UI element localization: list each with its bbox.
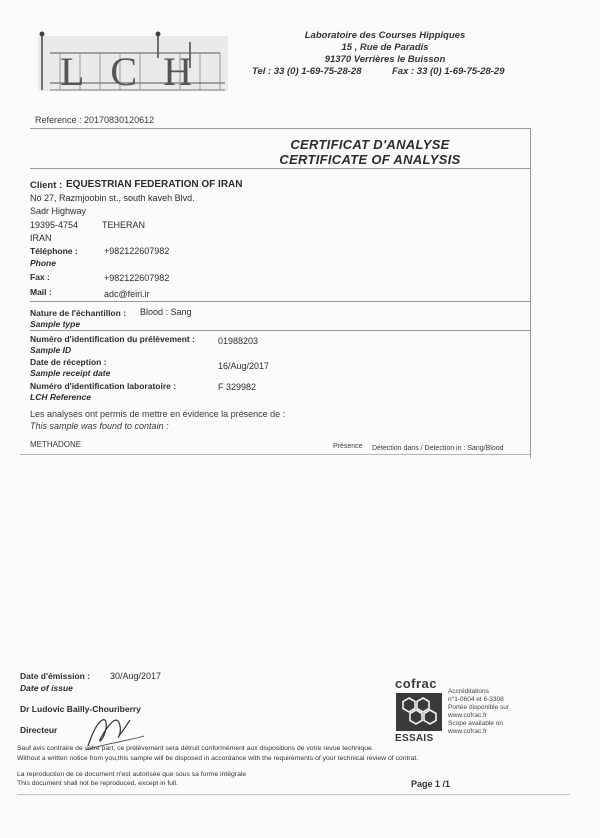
presence: Présence	[333, 443, 363, 450]
nature-value: Blood : Sang	[140, 307, 192, 317]
results-intro-en: This sample was found to contain :	[30, 421, 169, 431]
issue-date-label-en: Date of issue	[20, 683, 73, 693]
cofrac-logo	[395, 676, 443, 748]
phone-value: +982122607982	[104, 246, 170, 256]
receipt-date-label-en: Sample receipt date	[30, 368, 111, 378]
cofrac-line3: Portée disponible sur	[448, 704, 510, 711]
title-en: CERTIFICATE OF ANALYSIS	[279, 152, 461, 167]
issue-date-value: 30/Aug/2017	[110, 671, 162, 681]
cofrac-line5: Scope available on	[448, 720, 503, 727]
receipt-date-label-fr: Date de réception :	[30, 357, 107, 367]
cofrac-line6: www.cofrac.fr	[448, 728, 488, 735]
section-rule-right	[530, 128, 531, 458]
lab-tel: Tel : 33 (0) 1-69-75-28-28	[252, 66, 362, 77]
client-label: Client :	[30, 180, 63, 191]
phone-label-en: Phone	[30, 258, 56, 268]
reference: Reference : 20170830120612	[35, 115, 155, 125]
footer-line1: Sauf avis contraire de votre part, ce prélèvement sera détruit conformément aux dispositions de votre revue technique.	[17, 745, 374, 752]
lab-city: 91370 Verrières le Buisson	[324, 54, 446, 65]
lab-name: Laboratoire des Courses Hippiques	[304, 30, 466, 41]
lab-id-label-en: LCH Reference	[30, 392, 91, 402]
title-rule-bottom	[30, 168, 530, 169]
client-country: IRAN	[30, 233, 52, 243]
phone-label-fr: Téléphone :	[30, 246, 78, 256]
cofrac-line2: n°1-0604 et 6-3308	[448, 696, 504, 703]
title-fr: CERTIFICAT D'ANALYSE	[290, 137, 450, 152]
cofrac-essais: ESSAIS	[395, 733, 434, 744]
receipt-date-value: 16/Aug/2017	[218, 361, 270, 371]
sample-id-label-fr: Numéro d'identification du prélèvement :	[30, 334, 195, 344]
client-address2: Sadr Highway	[30, 206, 87, 216]
results-rule	[20, 454, 530, 455]
title-rule-top	[30, 128, 530, 129]
lch-logo	[30, 28, 230, 98]
fax-label: Fax :	[30, 272, 50, 282]
footer-line4: This document shall not be reproduced, except in full.	[17, 780, 178, 787]
nature-rule	[30, 330, 530, 331]
sample-id-label-en: Sample ID	[30, 345, 72, 355]
sample-type-label: Sample type	[30, 319, 81, 329]
client-city: TEHERAN	[102, 220, 146, 230]
role: Directeur	[20, 725, 58, 735]
footer-rule	[17, 794, 570, 795]
issue-date-label-fr: Date d'émission :	[20, 671, 91, 681]
fax-value: +982122607982	[104, 273, 170, 283]
cofrac-line4: www.cofrac.fr	[448, 712, 488, 719]
page-number: Page 1 /1	[411, 779, 451, 789]
nature-label: Nature de l'échantillon :	[30, 308, 127, 318]
title-box	[200, 137, 540, 167]
lab-fax: Fax : 33 (0) 1-69-75-28-29	[392, 66, 505, 77]
sample-id-value: 01988203	[218, 336, 259, 346]
mail-value: adc@feiri.ir	[104, 289, 150, 299]
results-intro-fr: Les analyses ont permis de mettre en évidence la présence de :	[30, 409, 286, 419]
signatory: Dr Ludovic Bailly-Chouriberry	[20, 704, 141, 714]
substance: METHADONE	[30, 440, 82, 449]
footer-line3: La reproduction de ce document n'est autorisée que sous sa forme intégrale	[17, 771, 247, 778]
detection: Détection dans / Detection in : Sang/Blood	[372, 445, 504, 452]
mail-label: Mail :	[30, 287, 52, 297]
cofrac-brand: cofrac	[395, 676, 438, 691]
footer-line2: Without a written notice from you,this sample will be disposed in accordance with the requirements of your technical review of contrat.	[17, 755, 419, 762]
client-name: EQUESTRIAN FEDERATION OF IRAN	[66, 179, 243, 190]
client-postcode: 19395-4754	[30, 220, 79, 230]
lab-id-label-fr: Numéro d'identification laboratoire :	[30, 381, 177, 391]
client-rule	[30, 301, 530, 302]
lab-id-value: F 329982	[218, 382, 257, 392]
cofrac-accreditation	[448, 688, 548, 736]
client-address1: No 27, Razmjoobin st., south kaveh Blvd.	[30, 193, 195, 203]
lab-street: 15 , Rue de Paradis	[341, 42, 429, 53]
cofrac-line1: Accréditations	[448, 688, 489, 695]
logo-text: LCH	[60, 49, 218, 94]
